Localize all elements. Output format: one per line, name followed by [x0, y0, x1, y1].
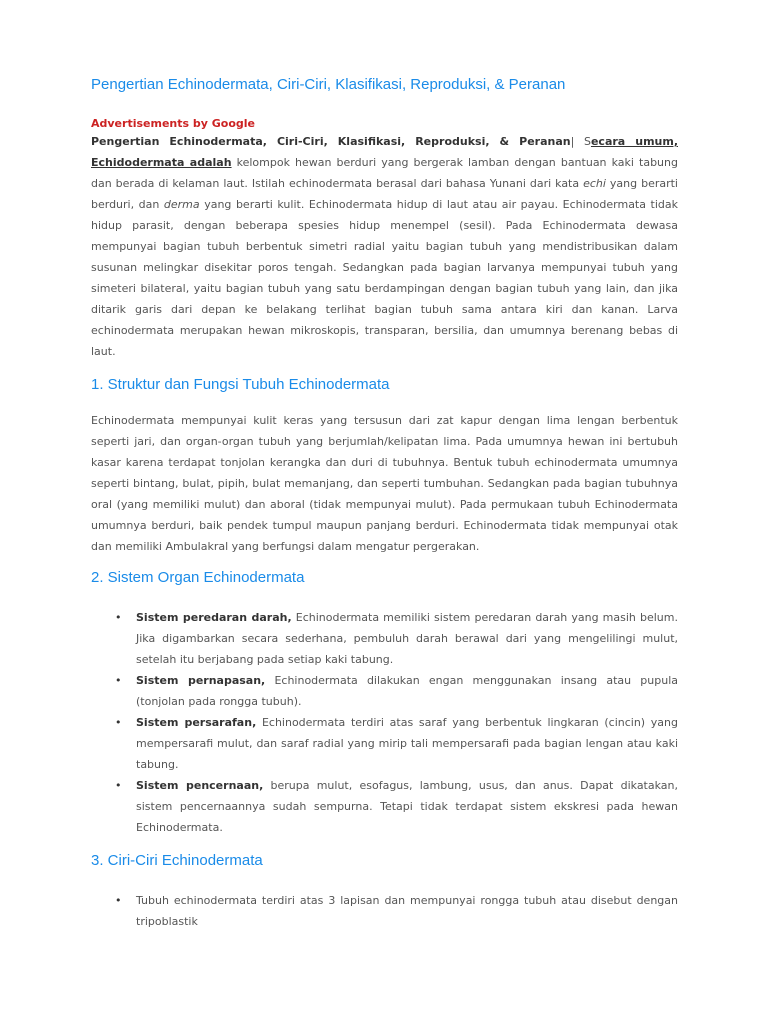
intro-text-2: yang berarti berduri, dan	[91, 177, 678, 211]
list-item	[91, 607, 678, 670]
characteristics-list	[91, 890, 678, 932]
structure-paragraph: Echinodermata mempunyai kulit keras yang tersusun dari zat kapur dengan lima lengan berbentuk seperti jari, dan organ-organ tubuh yang berjumlah/kelipatan lima. Pada umumnya hewan ini bertubuh kasar karena terdapat tonjolan kerangka dan duri di tubuhnya. Bentuk tubuh echinodermata umumnya seperti bintang, bulat, pipih, bulat memanjang, dan seperti tumbuhan. Sedangkan pada bagian tubuhnya oral (yang memiliki mulut) dan aboral (tidak mempunyai mulut). Pada permukaan tubuh Echinodermata umumnya berduri, baik pendek tumpul maupun panjang berduri. Echinodermata tidak mempunyai otak dan memiliki Ambulakral yang berfungsi dalam mengatur pergerakan.	[91, 414, 678, 553]
list-item-text: Echinodermata terdiri atas saraf yang berbentuk lingkaran (cincin) yang mempersarafi mulut, dan saraf radial yang mirip tali mempersarafi pada bagian lengan atau kaki tabung.	[136, 716, 678, 771]
list-item-term: Sistem pernapasan,	[136, 674, 266, 687]
intro-text-1: kelompok hewan berduri yang bergerak lamban dengan bantuan kaki tabung dan berada di kelaman laut. Istilah echinodermata berasal dari bahasa Yunani dari kata	[91, 156, 678, 190]
list-item-term: Sistem peredaran darah,	[136, 611, 292, 624]
list-item-text: Echinodermata dilakukan engan menggunakan insang atau pupula (tonjolan pada rongga tubuh).	[136, 674, 679, 708]
intro-lead: Pengertian Echinodermata, Ciri-Ciri, Klasifikasi, Reproduksi, & Peranan	[91, 135, 571, 148]
intro-underline-1: ecara umum,	[590, 135, 678, 148]
list-item	[91, 890, 678, 932]
section-heading-characteristics: 3. Ciri-Ciri Echinodermata	[91, 852, 263, 869]
section-heading-structure: 1. Struktur dan Fungsi Tubuh Echinodermata	[91, 376, 390, 393]
intro-italic-echi: echi	[583, 177, 606, 190]
article-title: Pengertian Echinodermata, Ciri-Ciri, Klasifikasi, Reproduksi, & Peranan	[91, 76, 566, 93]
intro-paragraph	[91, 131, 678, 362]
ads-label[interactable]: Advertisements by Google	[91, 117, 255, 130]
list-item-term: Sistem pencernaan,	[136, 779, 264, 792]
list-item-text: Echinodermata memiliki sistem peredaran darah yang masih belum. Jika digambarkan secara sederhana, pembuluh darah berawal dari yang mengelilingi mulut, setelah itu berjabang pada setiap kaki tabung.	[136, 611, 678, 666]
intro-separator: | S	[570, 135, 591, 148]
list-item-text: berupa mulut, esofagus, lambung, usus, dan anus. Dapat dikatakan, sistem pencernaannya sudah sempurna. Tetapi tidak terdapat sistem ekskresi pada hewan Echinodermata.	[136, 779, 678, 834]
list-item-text: Tubuh echinodermata terdiri atas 3 lapisan dan mempunyai rongga tubuh atau disebut dengan tripoblastik	[136, 894, 678, 928]
list-item-term: Sistem persarafan,	[136, 716, 257, 729]
list-item	[91, 712, 678, 775]
intro-text-3: yang berarti kulit. Echinodermata hidup di laut atau air payau. Echinodermata tidak hidup parasit, dengan beberapa spesies hidup menempel (sesil). Pada Echinodermata dewasa mempunyai bagian tubuh berbentuk simetri radial yaitu bagian tubuh yang mendistribusikan dalam susunan melingkar disekitar poros tengah. Sedangkan pada bagian larvanya mempunyai tubuh yang simeteri bilateral, yaitu bagian tubuh yang satu berdampingan dengan bagian tubuh yang lain, dan jika ditarik garis dari depan ke belakang terlihat bagian tubuh sama antara kiri dan kanan. Larva echinodermata merupakan hewan mikroskopis, transparan, bersilia, dan umumnya berenang bebas di laut.	[91, 198, 678, 358]
intro-italic-derma: derma	[163, 198, 200, 211]
organ-systems-list	[91, 607, 678, 838]
list-item	[91, 670, 678, 712]
section-heading-organ-systems: 2. Sistem Organ Echinodermata	[91, 569, 305, 586]
intro-underline-2: Echidodermata adalah	[91, 156, 232, 169]
list-item	[91, 775, 678, 838]
